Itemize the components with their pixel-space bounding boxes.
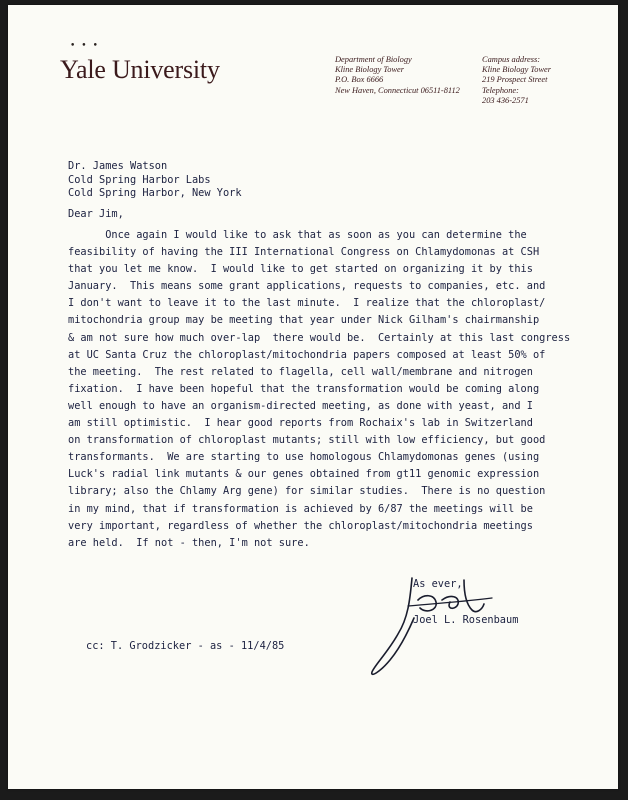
body-line: & am not sure how much over-lap there would be. Certainly at this last congress — [68, 331, 571, 344]
body-line: on transformation of chloroplast mutants; still with low efficiency, but good — [68, 434, 546, 447]
recipient-line: Cold Spring Harbor Labs — [68, 173, 211, 186]
recipient-line: Cold Spring Harbor, New York — [68, 187, 242, 199]
letterhead-ornament: ••• — [70, 41, 104, 51]
campus-line: 203 436-2571 — [482, 95, 529, 105]
department-address — [335, 55, 485, 96]
body-line: library; also the Chlamy Arg gene) for similar studies. There is no question — [68, 485, 546, 498]
institution-name: Yale University — [60, 55, 220, 84]
body-line: at UC Santa Cruz the chloroplast/mitochondria papers composed at least 50% of — [68, 348, 546, 361]
campus-line: Campus address: — [482, 55, 541, 64]
closing: As ever, — [413, 578, 463, 590]
letter-body — [68, 227, 588, 552]
body-line: transformants. We are starting to use homologous Chlamydomonas genes (using — [68, 451, 540, 464]
cc-line: cc: T. Grodzicker - as - 11/4/85 — [86, 640, 285, 652]
department-line: Kline Biology Tower — [335, 65, 405, 75]
recipient-line: Dr. James Watson — [68, 160, 168, 172]
body-line: well enough to have an organism-directed meeting, as done with yeast, and I — [68, 399, 533, 412]
body-line: very important, regardless of whether the chloroplast/mitochondria meetings — [68, 519, 533, 532]
recipient-address — [68, 160, 242, 201]
body-line: January. This means some grant applications, requests to companies, etc. and — [68, 280, 546, 293]
department-line: P.O. Box 6666 — [335, 75, 384, 85]
salutation: Dear Jim, — [68, 208, 124, 220]
body-line: the meeting. The rest related to flagella, cell wall/membrane and nitrogen — [68, 365, 533, 378]
body-line: am still optimistic. I hear good reports from Rochaix's lab in Switzerland — [68, 417, 533, 430]
body-line: in my mind, that if transformation is achieved by 6/87 the meetings will be — [68, 502, 533, 515]
body-line: that you let me know. I would like to get started on organizing it by this — [68, 263, 533, 276]
campus-line: Telephone: — [482, 85, 519, 95]
signature-stroke — [372, 578, 484, 674]
campus-address — [482, 55, 592, 106]
campus-line: Kline Biology Tower — [482, 65, 552, 75]
department-line: Department of Biology — [335, 55, 412, 64]
body-line: feasibility of having the III International Congress on Chlamydomonas at CSH — [68, 246, 540, 259]
body-line: Once again I would like to ask that as soon as you can determine the — [68, 229, 527, 241]
body-line: Luck's radial link mutants & our genes obtained from gt11 genomic expression — [68, 468, 540, 481]
body-line: mitochondria group may be meeting that year under Nick Gilham's chairmanship — [68, 314, 540, 327]
body-line: are held. If not - then, I'm not sure. — [68, 536, 310, 549]
body-line: fixation. I have been hopeful that the transformation would be coming along — [68, 382, 540, 395]
signer-name: Joel L. Rosenbaum — [413, 614, 519, 626]
signature-underline — [408, 598, 492, 606]
campus-line: 219 Prospect Street — [482, 75, 548, 85]
department-line: New Haven, Connecticut 06511-8112 — [335, 85, 460, 95]
body-line: I don't want to leave it to the last minute. I realize that the chloroplast/ — [68, 297, 546, 310]
